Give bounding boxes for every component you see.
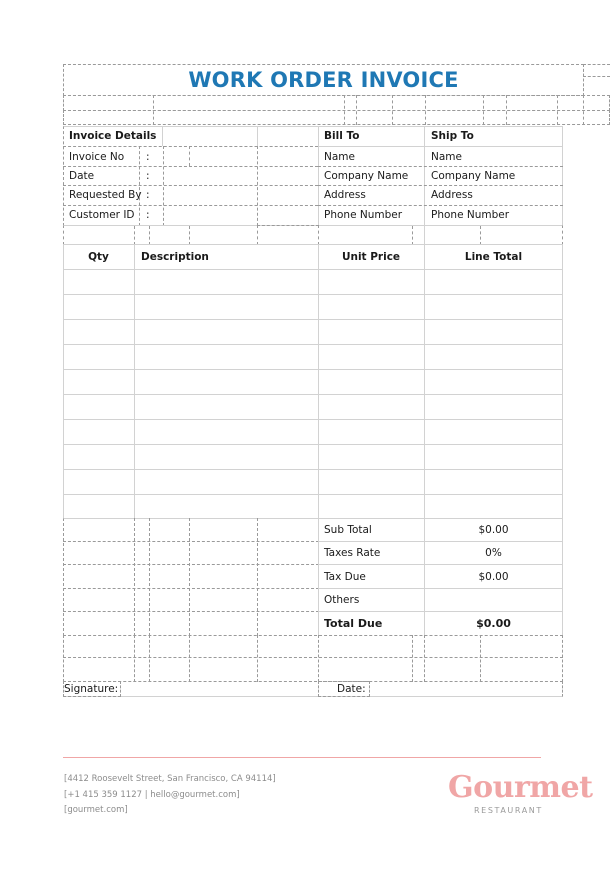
date-sep: : (146, 170, 150, 182)
table-row[interactable] (63, 494, 563, 519)
table-row[interactable] (63, 444, 563, 469)
total-due-label: Total Due (324, 617, 383, 630)
column-header-qty: Qty (88, 251, 109, 263)
grid-line (480, 635, 481, 682)
ship-to-address[interactable]: Address (431, 189, 473, 201)
bill-to-company[interactable]: Company Name (324, 170, 409, 182)
grid-line (318, 166, 563, 167)
taxes-rate-label: Taxes Rate (324, 547, 381, 559)
taxes-rate-value[interactable]: 0% (485, 547, 502, 559)
grid-cell (257, 225, 319, 245)
spacer-row-2 (63, 110, 610, 125)
table-row[interactable] (63, 269, 563, 294)
ship-to-phone[interactable]: Phone Number (431, 209, 510, 221)
grid-line (557, 95, 558, 125)
title-side-divider (583, 76, 610, 77)
signature-date-field[interactable] (371, 682, 562, 696)
page-title: WORK ORDER INVOICE (188, 68, 459, 92)
grid-line (63, 588, 319, 589)
grid-line (189, 226, 190, 245)
invoice-no-sep: : (146, 151, 150, 163)
grid-line (318, 205, 563, 206)
column-header-line-total: Line Total (464, 251, 523, 263)
grid-line (583, 95, 584, 125)
grid-line (63, 564, 319, 565)
grid-line (63, 611, 319, 612)
table-row[interactable] (63, 469, 563, 494)
footer-address: [4412 Roosevelt Street, San Francisco, CA 94114] (64, 774, 276, 784)
grid-line (162, 126, 163, 146)
grid-line (318, 541, 563, 542)
spacer-row-1 (63, 95, 610, 111)
grid-line (63, 657, 563, 658)
grid-line (149, 226, 150, 245)
ship-to-heading: Ship To (431, 130, 474, 142)
grid-line (149, 518, 150, 636)
grid-line (257, 146, 258, 226)
bottom-grid (63, 635, 563, 682)
brand-logo (446, 770, 593, 816)
table-row[interactable] (63, 369, 563, 394)
grid-line (480, 226, 481, 245)
grid-line (257, 518, 258, 636)
footer-contact[interactable]: [+1 415 359 1127 | hello@gourmet.com] (64, 790, 240, 800)
grid-line (189, 635, 190, 682)
signature-label: Signature: (64, 683, 119, 695)
requested-by-sep: : (146, 189, 150, 201)
customer-id-field[interactable] (164, 206, 257, 226)
column-header-description: Description (141, 251, 209, 263)
others-label: Others (324, 594, 360, 606)
grid-line (149, 635, 150, 682)
grid-line (134, 226, 135, 245)
grid-line (134, 635, 135, 682)
brand-name: Gourmet (448, 770, 593, 805)
brand-subtitle: RESTAURANT (474, 806, 543, 815)
grid-line (318, 611, 563, 612)
grid-line (424, 635, 425, 682)
grid-line (134, 518, 135, 636)
grid-line (318, 588, 563, 589)
grid-line (257, 635, 258, 682)
bill-to-name[interactable]: Name (324, 151, 355, 163)
signature-date-label: Date: (337, 683, 366, 695)
customer-id-label: Customer ID (69, 209, 135, 221)
table-row[interactable] (63, 344, 563, 369)
sub-total-label: Sub Total (324, 524, 372, 536)
grid-line (257, 126, 258, 146)
grid-line (506, 95, 507, 125)
grid-line (392, 95, 393, 125)
total-due-value: $0.00 (476, 617, 511, 630)
grid-line (318, 146, 563, 147)
bill-to-phone[interactable]: Phone Number (324, 209, 403, 221)
grid-line (318, 635, 319, 682)
invoice-no-label: Invoice No (69, 151, 125, 163)
summary-left-grid (63, 518, 319, 636)
table-row[interactable] (63, 419, 563, 444)
title-side-cell (583, 64, 610, 96)
invoice-no-field[interactable] (164, 147, 257, 166)
grid-line (318, 564, 563, 565)
table-row[interactable] (63, 394, 563, 419)
requested-by-label: Requested By (69, 189, 142, 201)
bill-to-heading: Bill To (324, 130, 360, 142)
grid-line (424, 126, 425, 226)
ship-to-company[interactable]: Company Name (431, 170, 516, 182)
footer-website[interactable]: [gourmet.com] (64, 805, 128, 815)
grid-line (344, 95, 345, 125)
date-field[interactable] (164, 167, 257, 185)
invoice-details-heading: Invoice Details (69, 130, 157, 142)
table-row[interactable] (63, 294, 563, 319)
customer-id-sep: : (146, 209, 150, 221)
grid-line (412, 226, 413, 245)
date-label: Date (69, 170, 95, 182)
bill-to-address[interactable]: Address (324, 189, 366, 201)
requested-by-field[interactable] (164, 186, 257, 205)
grid-line (483, 95, 484, 125)
grid-line (356, 95, 357, 125)
tax-due-value: $0.00 (478, 571, 509, 583)
ship-to-name[interactable]: Name (431, 151, 462, 163)
grid-line (318, 185, 563, 186)
column-header-unit-price: Unit Price (341, 251, 401, 263)
grid-line (153, 95, 154, 125)
grid-line (425, 95, 426, 125)
footer-divider (63, 757, 541, 758)
grid-line (424, 226, 425, 245)
sub-total-value: $0.00 (478, 524, 509, 536)
grid-line (189, 518, 190, 636)
grid-line (139, 146, 140, 226)
grid-line (63, 541, 319, 542)
table-row[interactable] (63, 319, 563, 344)
grid-line (412, 635, 413, 682)
signature-field[interactable] (122, 682, 318, 696)
tax-due-label: Tax Due (324, 571, 366, 583)
